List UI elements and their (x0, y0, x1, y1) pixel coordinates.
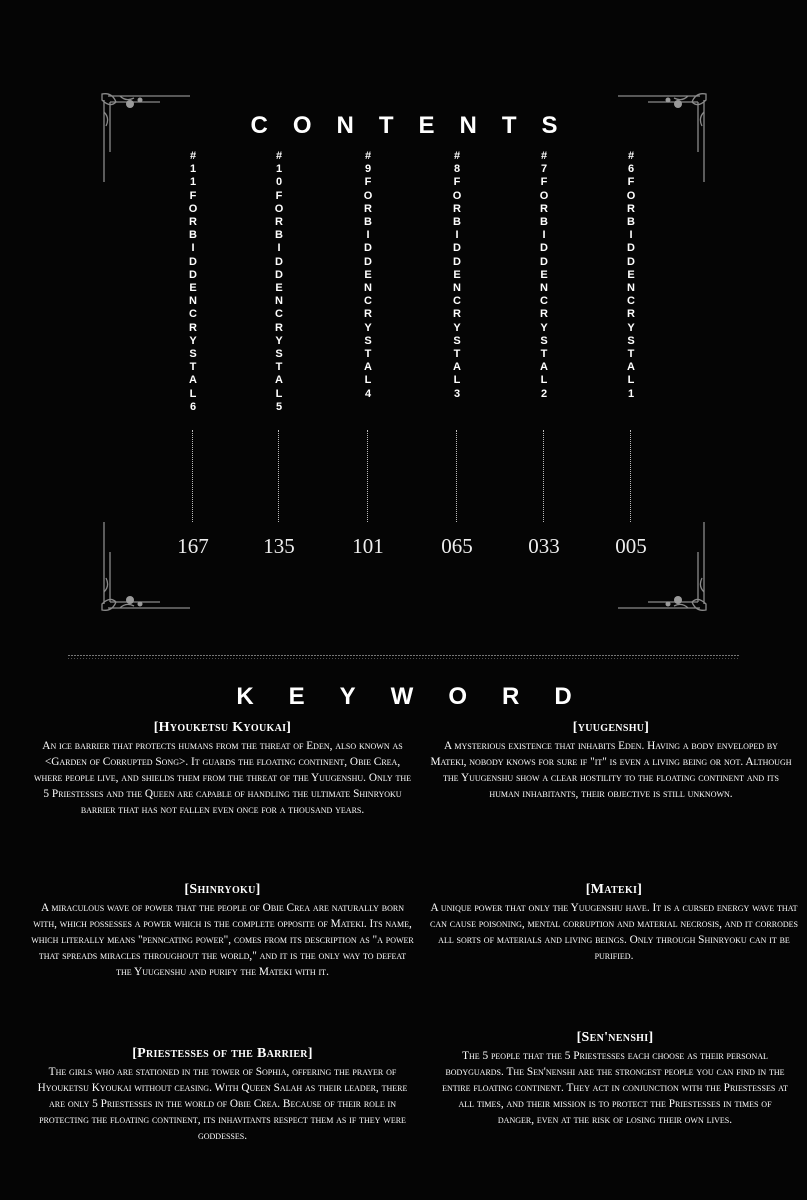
chapter-title: # 8 F O R B I D D E N C R Y S T A L 3 (452, 150, 462, 400)
keyword-entry (30, 1046, 415, 1145)
leader-dots (367, 430, 368, 522)
leader-dots (192, 430, 193, 522)
keyword-term: [Mateki] (585, 882, 643, 897)
keyword-term: [Hyouketsu Kyoukai] (153, 720, 292, 735)
chapter-page-number: 065 (441, 534, 473, 558)
leader-dots (543, 430, 544, 522)
keyword-term: [Shinryoku] (184, 882, 261, 897)
chapter-entry (178, 150, 208, 570)
keyword-description: The 5 people that the 5 Priestesses each choose as their personal bodyguards. The Sen'nenshi are the strongest people you can find in the entire floating continent. They act in conjunction with the Priestesses at all times, and their mission is to protect the Priestesses in times of danger, even at the risk of losing their own lives. (442, 1050, 788, 1126)
chapter-page-number: 135 (263, 534, 295, 558)
chapter-title: # 6 F O R B I D D E N C R Y S T A L 1 (626, 150, 636, 400)
chapter-title: # 1 1 F O R B I D D E N C R Y S T A L 6 (188, 150, 198, 413)
keyword-entry (30, 882, 415, 981)
chapter-entry (529, 150, 559, 570)
chapter-page-number: 005 (615, 534, 647, 558)
chapter-entry (353, 150, 383, 570)
keyword-entry (440, 1030, 790, 1129)
keyword-entry (428, 882, 800, 965)
keyword-entry (30, 720, 415, 819)
section-divider (68, 654, 740, 660)
keyword-entry (428, 720, 794, 803)
keyword-term: [yuugenshu] (572, 720, 650, 735)
chapter-entry (264, 150, 294, 570)
chapter-page-number: 033 (528, 534, 560, 558)
keyword-description: A mysterious existence that inhabits Eden. Having a body enveloped by Mateki, nobody knows for sure if "it" is even a living being or not. Although the Yuugenshu show a clear hostility to the floating continent and its human inhabitants, their objective is still unknown. (430, 740, 792, 800)
chapter-entry (442, 150, 472, 570)
chapter-entry (616, 150, 646, 570)
keyword-description: A unique power that only the Yuugenshu have. It is a cursed energy wave that can cause poisoning, mental corruption and material necrosis, and it corrodes all sorts of materials and living beings. Only through Shinryoku can it be purified. (430, 902, 798, 962)
keyword-description: An ice barrier that protects humans from the threat of Eden, also known as <Garden of Corrupted Song>. It guards the floating continent, Obie Crea, where people live, and shields them from the threat of the Yuugenshu. Only the 5 Priestesses and the Queen are capable of handling the ultimate Shinryoku barrier that has not fallen even once for a thousand years. (34, 740, 411, 816)
leader-dots (278, 430, 279, 522)
keyword-description: A miraculous wave of power that the people of Obie Crea are naturally born with, which possesses a power which is the complete opposite of Mateki. Its name, which literally means "penncating power", comes from its description as "a power that spreads miracles throughout the world," and it is the only way to defeat the Yuugenshu and purify the Mateki with it. (31, 902, 414, 978)
keyword-term: [Priestesses of the Barrier] (132, 1046, 313, 1061)
keyword-term: [Sen'nenshi] (576, 1030, 654, 1045)
contents-title: CONTENTS (250, 112, 583, 139)
chapter-page-number: 167 (177, 534, 209, 558)
chapter-title: # 9 F O R B I D D E N C R Y S T A L 4 (363, 150, 373, 400)
leader-dots (630, 430, 631, 522)
chapter-title: # 7 F O R B I D D E N C R Y S T A L 2 (539, 150, 549, 400)
keyword-title: KEYWORD (236, 683, 607, 710)
leader-dots (456, 430, 457, 522)
chapter-page-number: 101 (352, 534, 384, 558)
chapter-title: # 1 0 F O R B I D D E N C R Y S T A L 5 (274, 150, 284, 413)
keyword-description: The girls who are stationed in the tower of Sophia, offering the prayer of Hyouketsu Kyoukai without ceasing. With Queen Salah as their leader, there are only 5 Priestesses in the world of Obie Crea. Because of their role in protecting the floating continent, its inhavitants respect them as if they were goddesses. (37, 1066, 408, 1142)
